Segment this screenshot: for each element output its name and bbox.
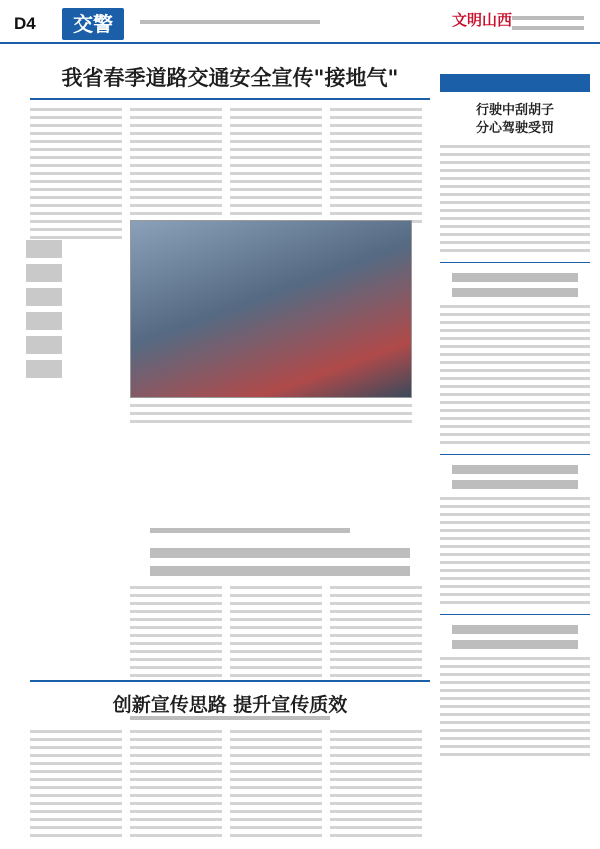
- right-headline-1: 行驶中刮胡子 分心驾驶受罚: [475, 103, 554, 136]
- body-text-column: [330, 730, 422, 842]
- right-headline-2-placeholder: [452, 273, 578, 297]
- subhead-placeholder: [150, 528, 350, 538]
- body-text-column: [330, 586, 422, 682]
- body-text-column: [30, 730, 122, 842]
- news-photo: [130, 220, 412, 398]
- main-headline: 我省春季道路交通安全宣传"接地气": [61, 65, 399, 90]
- body-text-column: [330, 108, 422, 228]
- edition-info-placeholder: [512, 16, 584, 20]
- edition-info-placeholder-2: [512, 26, 584, 30]
- lower-subhead-placeholder: [130, 716, 330, 725]
- body-text-column: [130, 108, 222, 228]
- body-text-column: [130, 586, 222, 682]
- body-text-column: [230, 730, 322, 842]
- right-headline-3-placeholder: [452, 465, 578, 489]
- photo-caption-placeholder: [130, 404, 412, 428]
- mid-headline-placeholder: [150, 548, 410, 581]
- page-number: D4: [14, 14, 36, 33]
- headline-rule: [30, 98, 430, 100]
- section-badge: 交警: [62, 8, 124, 40]
- masthead: [0, 0, 600, 44]
- section-rule: [30, 680, 430, 682]
- right-column: [440, 74, 590, 761]
- body-text-column: [30, 108, 122, 244]
- newspaper-logo: 文明山西: [452, 11, 513, 29]
- body-text-column: [130, 730, 222, 842]
- header-meta-placeholder: [140, 20, 320, 24]
- lower-headline: 创新宣传思路 提升宣传质效: [112, 694, 348, 716]
- right-column-badge: [440, 74, 590, 92]
- right-headline-4-placeholder: [452, 625, 578, 649]
- vertical-section-title-placeholder: [26, 240, 62, 384]
- body-text-column: [230, 108, 322, 228]
- body-text-column: [230, 586, 322, 682]
